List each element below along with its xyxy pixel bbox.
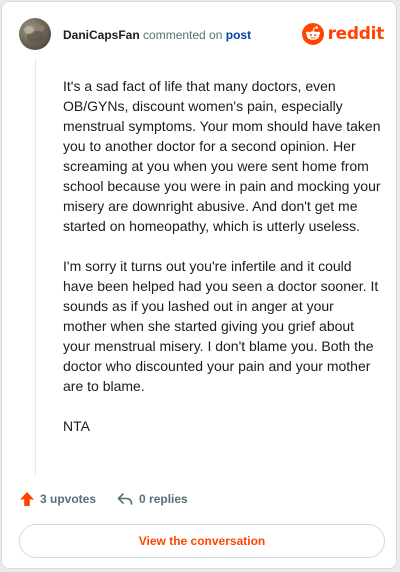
replies-button[interactable] [116, 491, 188, 507]
upvotes-button[interactable] [19, 491, 96, 507]
action-text: commented on [143, 28, 223, 42]
avatar[interactable] [19, 18, 51, 50]
comment-paragraph: It's a sad fact of life that many doctors, even OB/GYNs, discount women's pain, especially menstrual symptoms. Your mom should have taken you to another doctor for a second opinion. Her screaming at you when you were sent home from school because you were in pain and mocking your misery are downright abusive. And don't get me started on homeopathy, which is utterly useless. [63, 78, 381, 234]
comment-paragraph: I'm sorry it turns out you're infertile and it could have been helped had you seen a doctor sooner. It sounds as if you lashed out in anger at your mother when she started giving you grief about your menstrual misery. I don't blame you. Both the doctor who discounted your pain and your mother are to blame. [63, 258, 379, 394]
view-conversation-button[interactable]: View the conversation [19, 524, 385, 558]
reddit-logo[interactable] [302, 23, 384, 45]
upvotes-count: 3 upvotes [40, 492, 97, 506]
comment-card [1, 1, 397, 569]
author-name[interactable]: DaniCapsFan [63, 28, 140, 42]
comment-header [63, 27, 251, 43]
avatar-image [19, 18, 51, 50]
post-link[interactable]: post [225, 28, 252, 42]
replies-count: 0 replies [139, 492, 188, 506]
reddit-logo-icon [302, 23, 324, 45]
comment-body [63, 76, 381, 456]
thread-line [35, 58, 36, 476]
comment-paragraph: NTA [63, 418, 90, 434]
reply-icon [116, 491, 134, 507]
comment-footer [19, 491, 188, 507]
upvote-arrow-icon [19, 491, 35, 507]
reddit-wordmark: reddit [327, 24, 384, 44]
